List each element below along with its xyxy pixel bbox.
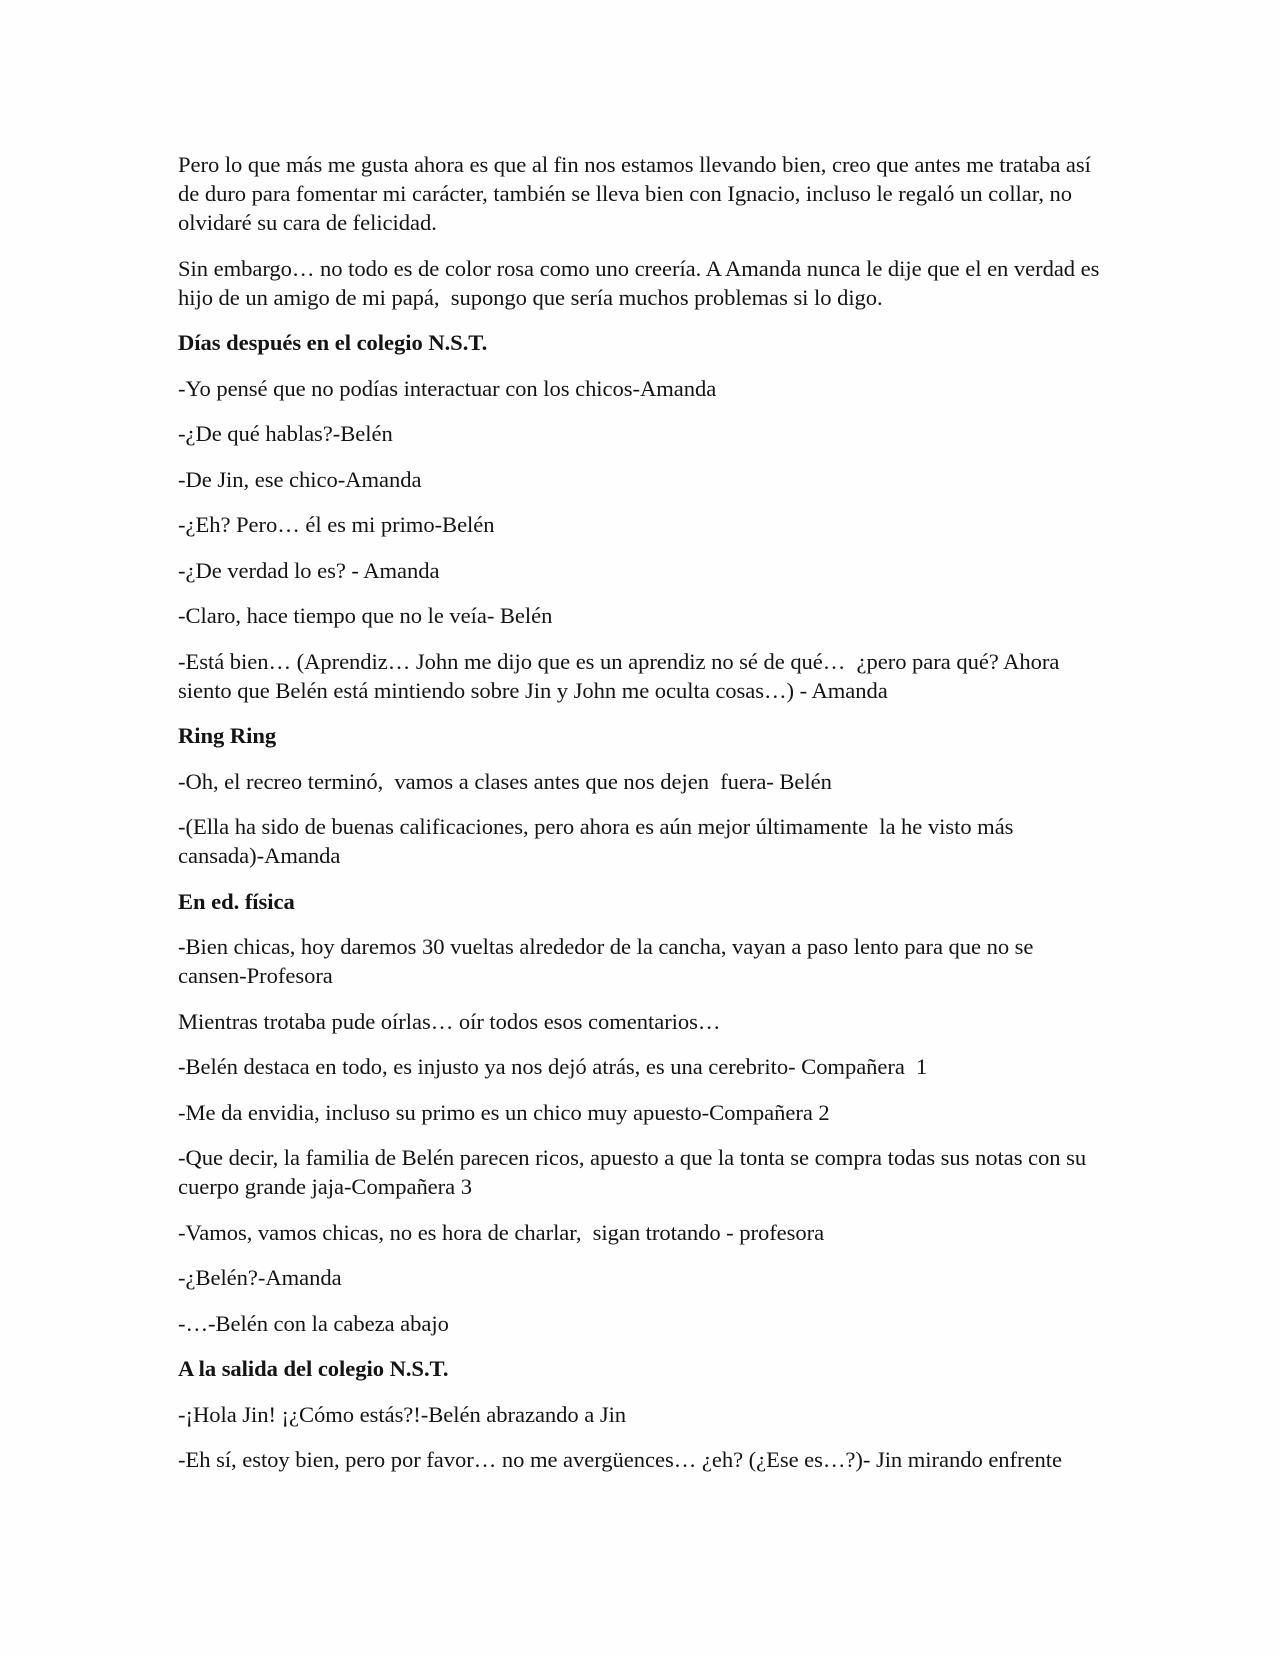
document-page (178, 150, 1104, 1491)
dialogue-line: -¿De verdad lo es? - Amanda (178, 557, 440, 583)
scene-heading-salida: A la salida del colegio N.S.T. (178, 1356, 449, 1381)
dialogue-line: -Yo pensé que no podías interactuar con los chicos-Amanda (178, 375, 717, 401)
narration-line: Mientras trotaba pude oírlas… oír todos esos comentarios… (178, 1008, 721, 1034)
dialogue-line: -Me da envidia, incluso su primo es un chico muy apuesto-Compañera 2 (178, 1099, 830, 1125)
dialogue-line: -¿De qué hablas?-Belén (178, 421, 393, 446)
dialogue-line: -Oh, el recreo terminó, vamos a clases antes que nos dejen fuera- Belén (178, 768, 832, 794)
dialogue-line: -¡Hola Jin! ¡¿Cómo estás?!-Belén abrazando a Jin (178, 1401, 627, 1427)
dialogue-line: -¿Belén?-Amanda (178, 1265, 342, 1290)
dialogue-line: -…-Belén con la cabeza abajo (178, 1310, 449, 1336)
dialogue-line: -Vamos, vamos chicas, no es hora de charlar, sigan trotando - profesora (178, 1219, 825, 1245)
scene-heading-ring: Ring Ring (178, 723, 277, 748)
dialogue-line: -Eh sí, estoy bien, pero por favor… no me avergüences… ¿eh? (¿Ese es…?)- Jin mirando enfrente (178, 1447, 1062, 1472)
dialogue-line: -Que decir, la familia de Belén parecen ricos, apuesto a que la tonta se compra todas sus notas con su cuerpo grande jaja-Compañera 3 (178, 1145, 1092, 1199)
paragraph-narration-intro: Pero lo que más me gusta ahora es que al fin nos estamos llevando bien, creo que antes me trataba así de duro para fomentar mi carácter, también se lleva bien con Ignacio, incluso le regaló un collar, no olvidaré su cara de felicidad. (178, 152, 1097, 235)
scene-heading-ed-fisica: En ed. física (178, 888, 295, 914)
dialogue-line: -De Jin, ese chico-Amanda (178, 466, 422, 492)
dialogue-line: -(Ella ha sido de buenas calificaciones, pero ahora es aún mejor últimamente la he visto más cansada)-Amanda (178, 814, 1020, 868)
dialogue-line: -¿Eh? Pero… él es mi primo-Belén (178, 512, 495, 537)
dialogue-line: -Belén destaca en todo, es injusto ya nos dejó atrás, es una cerebrito- Compañera 1 (178, 1054, 928, 1079)
dialogue-line: -Claro, hace tiempo que no le veía- Belén (178, 603, 553, 628)
dialogue-line: -Está bien… (Aprendiz… John me dijo que es un aprendiz no sé de qué… ¿pero para qué? Ahora siento que Belén está mintiendo sobre Jin y John me oculta cosas…) - Amanda (178, 648, 1065, 703)
dialogue-line: -Bien chicas, hoy daremos 30 vueltas alrededor de la cancha, vayan a paso lento para que no se cansen-Profesora (178, 934, 1040, 988)
scene-heading-colegio: Días después en el colegio N.S.T. (178, 330, 488, 355)
paragraph-narration-secret: Sin embargo… no todo es de color rosa como uno creería. A Amanda nunca le dije que el en verdad es hijo de un amigo de mi papá, supongo que sería muchos problemas si lo digo. (178, 255, 1105, 310)
